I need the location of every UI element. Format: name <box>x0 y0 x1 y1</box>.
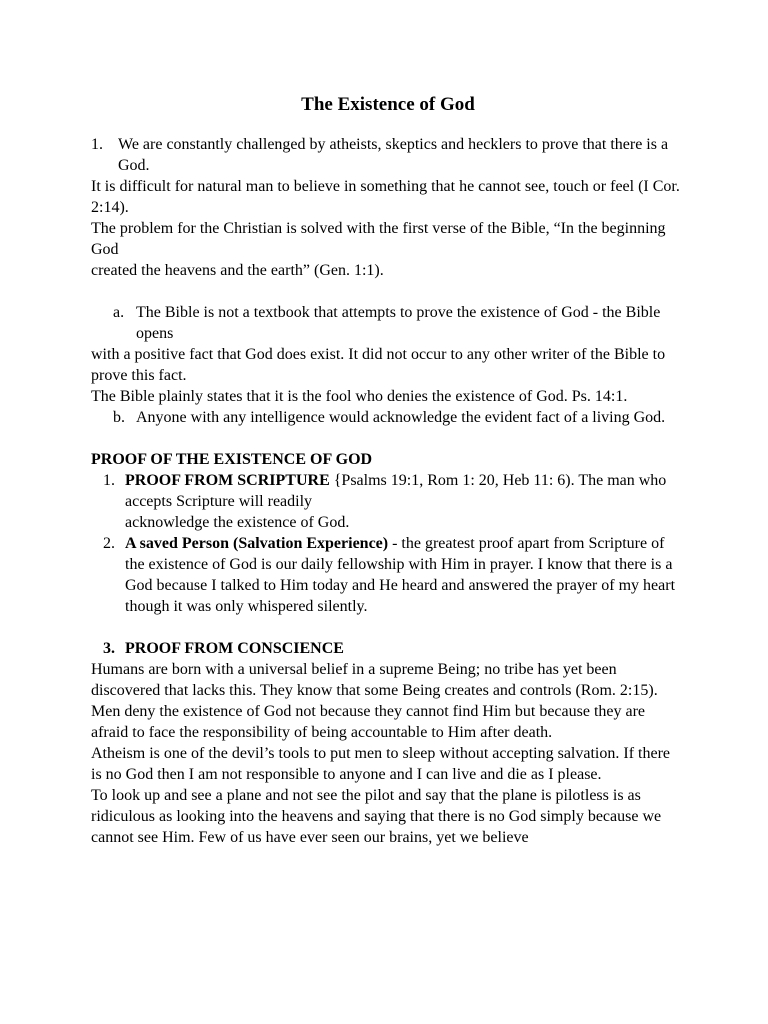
list-marker: 1. <box>91 136 103 153</box>
list-item-b-text: Anyone with any intelligence would acknowledge the evident fact of a living God. <box>136 409 666 426</box>
paragraph-universal-belief: Humans are born with a universal belief in a supreme Being; no tribe has yet been discovered that lacks this. They know that some Being creates and controls (Rom. 2:15). Men deny the existence of God not because they cannot find Him but because they are afraid to face the responsibility of being accountable to Him after death. <box>91 661 658 741</box>
proof-lead: PROOF FROM SCRIPTURE <box>125 472 330 489</box>
spacer <box>91 281 680 302</box>
intro-item <box>91 134 680 176</box>
list-item-a <box>91 302 680 344</box>
proof-lead: PROOF FROM CONSCIENCE <box>125 640 344 657</box>
proof-text-cont: acknowledge the existence of God. <box>125 514 350 531</box>
proof-lead: A saved Person (Salvation Experience) <box>125 535 389 552</box>
proof-text: {Psalms 19:1, Rom 1: 20, Heb 11: 6). The man who accepts Scripture will readily <box>125 472 667 510</box>
paragraph-problem-line1: The problem for the Christian is solved with the first verse of the Bible, “In the beginning God <box>91 220 666 258</box>
list-item-b <box>91 407 680 428</box>
document-title: The Existence of God <box>301 94 475 115</box>
paragraph-plane: To look up and see a plane and not see the pilot and say that the plane is pilotless is as ridiculous as looking into the heavens and saying that there is no God simply because we cannot see Him. Few of us have ever seen our brains, yet we believe <box>91 787 662 846</box>
list-marker: 3. <box>103 640 115 657</box>
list-marker: 2. <box>103 535 115 552</box>
section-heading: PROOF OF THE EXISTENCE OF GOD <box>91 451 373 468</box>
list-item-a-text: The Bible is not a textbook that attempts to prove the existence of God - the Bible opens <box>136 304 661 342</box>
paragraph-problem-line2: created the heavens and the earth” (Gen. 1:1). <box>91 262 384 279</box>
list-marker: b. <box>113 409 125 426</box>
intro-text: We are constantly challenged by atheists, skeptics and hecklers to prove that there is a God. <box>118 136 669 174</box>
paragraph-fool: The Bible plainly states that it is the fool who denies the existence of God. Ps. 14:1. <box>91 388 628 405</box>
paragraph-problem <box>91 218 680 281</box>
paragraph-natural-man: It is difficult for natural man to believe in something that he cannot see, touch or feel (I Cor. 2:14). <box>91 178 680 216</box>
proof-item-scripture <box>91 470 680 533</box>
list-marker: a. <box>113 304 125 321</box>
paragraph-atheism: Atheism is one of the devil’s tools to put men to sleep without accepting salvation. If there is no God then I am not responsible to anyone and I can live and die as I please. <box>91 745 670 783</box>
paragraph-positive-fact: with a positive fact that God does exist. It did not occur to any other writer of the Bible to prove this fact. <box>91 346 666 384</box>
list-marker: 1. <box>103 472 115 489</box>
proof-item-salvation <box>91 533 680 617</box>
proof-text: - the greatest proof apart from Scripture of the existence of God is our daily fellowship with Him in prayer. I know that there is a God because I talked to Him today and He heard and answered the prayer of my heart though it was only whispered silently. <box>125 535 676 615</box>
proof-item-conscience <box>91 638 680 659</box>
